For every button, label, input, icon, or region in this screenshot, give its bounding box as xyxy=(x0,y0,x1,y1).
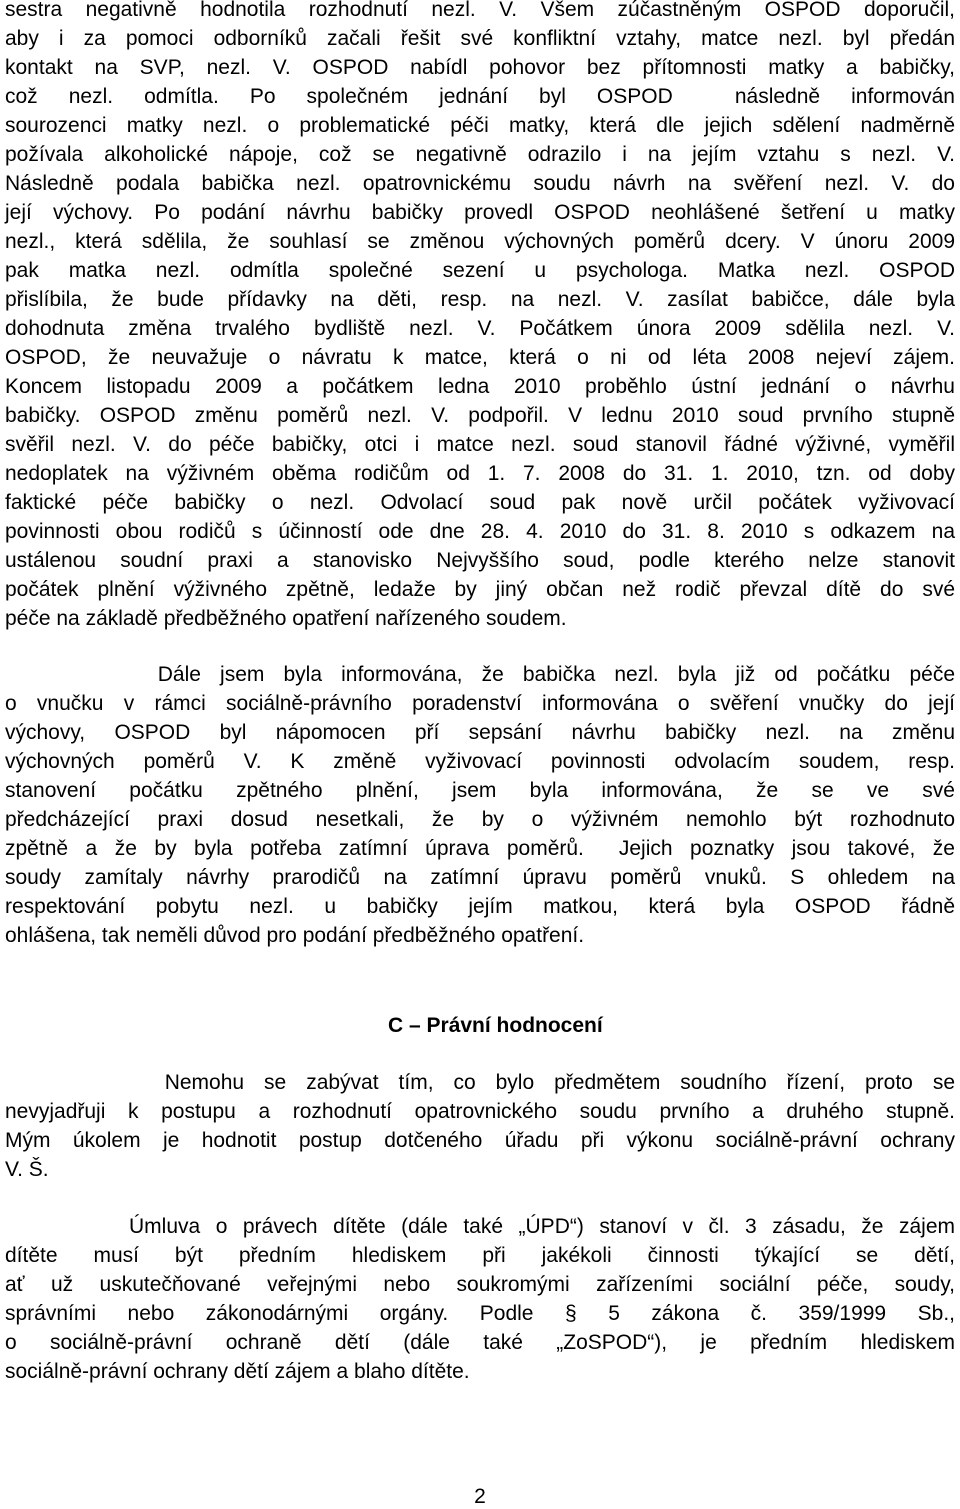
text-line: faktické péče babičky o nezl. Odvolací soud pak nově určil počátek vyživovací xyxy=(5,491,955,514)
text-line: požívala alkoholické nápoje, což se negativně odrazilo i na jejím vztahu s nezl. V. xyxy=(5,143,955,166)
text-line: výchovy, OSPOD byl nápomocen pří sepsání návrhu babičky nezl. na změnu xyxy=(5,721,955,744)
text-line: počátek plnění výživného zpětně, ledaže by jiný občan než rodič převzal dítě do své xyxy=(5,578,955,601)
text-line: což nezl. odmítla. Po společném jednání byl OSPOD následně informován xyxy=(5,85,955,108)
text-line: OSPOD, že neuvažuje o návratu k matce, která o ni od léta 2008 nejeví zájem. xyxy=(5,346,955,369)
text-line: stanovení počátku zpětného plnění, jsem byla informována, že se ve své xyxy=(5,779,955,802)
text-line: výchovných poměrů V. K změně vyživovací povinnosti odvolacím soudem, resp. xyxy=(5,750,955,773)
text-line: péče na základě předběžného opatření nařízeného soudem. xyxy=(5,607,567,630)
text-line: Mým úkolem je hodnotit postup dotčeného úřadu při výkonu sociálně-právní ochrany xyxy=(5,1129,955,1152)
text-line: sourozenci matky nezl. o problematické péči matky, která dle jejich sdělení nadměrně xyxy=(5,114,955,137)
text-line: ustálenou soudní praxi a stanovisko Nejvyššího soud, podle kterého nelze stanovit xyxy=(5,549,955,572)
text-line: sestra negativně hodnotila rozhodnutí nezl. V. Všem zúčastněným OSPOD doporučil, xyxy=(5,0,955,21)
text-line: ať už uskutečňované veřejnými nebo soukromými zařízeními sociální péče, soudy, xyxy=(5,1273,955,1296)
text-line: nedoplatek na výživném oběma rodičům od 1. 7. 2008 do 31. 1. 2010, tzn. od doby xyxy=(5,462,955,485)
text-line: Dále jsem byla informována, že babička nezl. byla již od počátku péče xyxy=(5,663,955,686)
text-line: správními nebo zákonodárnými orgány. Podle § 5 zákona č. 359/1999 Sb., xyxy=(5,1302,955,1325)
text-line: zpětně a že by byla potřeba zatímní úprava poměrů. Jejich poznatky jsou takové, že xyxy=(5,837,955,860)
text-line: aby i za pomoci odborníků začali řešit své konfliktní vztahy, matce nezl. byl předán xyxy=(5,27,955,50)
paragraph-convention xyxy=(5,1212,955,1386)
text-line: o vnučku v rámci sociálně-právního poradenství informována o svěření vnučky do její xyxy=(5,692,955,715)
text-line: její výchovy. Po podání návrhu babičky provedl OSPOD neohlášené šetření u matky xyxy=(5,201,955,224)
text-line: sociálně-právní ochrany dětí zájem a blaho dítěte. xyxy=(5,1360,470,1383)
text-line: Úmluva o právech dítěte (dále také „ÚPD“) stanoví v čl. 3 zásadu, že zájem xyxy=(5,1215,955,1238)
text-line: o sociálně-právní ochraně dětí (dále také „ZoSPOD“), je předním hlediskem xyxy=(5,1331,955,1354)
page-number: 2 xyxy=(474,1485,486,1508)
text-line: V. Š. xyxy=(5,1158,49,1181)
section-heading: C – Právní hodnocení xyxy=(388,1014,603,1037)
text-line: přislíbila, že bude přídavky na děti, resp. na nezl. V. zasílat babičce, dále byla xyxy=(5,288,955,311)
text-line: nezl., která sdělila, že souhlasí se změnou výchovných poměrů dcery. V únoru 2009 xyxy=(5,230,955,253)
text-line: pak matka nezl. odmítla společné sezení u psychologa. Matka nezl. OSPOD xyxy=(5,259,955,282)
paragraph-legal-scope xyxy=(5,1068,955,1184)
text-line: Koncem listopadu 2009 a počátkem ledna 2010 proběhlo ústní jednání o návrhu xyxy=(5,375,955,398)
text-line: respektování pobytu nezl. u babičky jejím matkou, která byla OSPOD řádně xyxy=(5,895,955,918)
text-line: povinnosti obou rodičů s účinností ode dne 28. 4. 2010 do 31. 8. 2010 s odkazem na xyxy=(5,520,955,543)
text-line: babičky. OSPOD změnu poměrů nezl. V. podpořil. V lednu 2010 soud prvního stupně xyxy=(5,404,955,427)
text-line: předcházející praxi dosud nesetkali, že by o výživném nemohlo být rozhodnuto xyxy=(5,808,955,831)
text-line: dítěte musí být předním hlediskem při jakékoli činnosti týkající se dětí, xyxy=(5,1244,955,1267)
paragraph-case-history xyxy=(5,0,955,633)
text-line: kontakt na SVP, nezl. V. OSPOD nabídl pohovor bez přítomnosti matky a babičky, xyxy=(5,56,955,79)
text-line: Nemohu se zabývat tím, co bylo předmětem soudního řízení, proto se xyxy=(5,1071,955,1094)
text-line: nevyjadřuji k postupu a rozhodnutí opatrovnického soudu prvního a druhého stupně. xyxy=(5,1100,955,1123)
text-line: soudy zamítaly návrhy prarodičů na zatímní úpravu poměrů vnuků. S ohledem na xyxy=(5,866,955,889)
text-line: Následně podala babička nezl. opatrovnickému soudu návrh na svěření nezl. V. do xyxy=(5,172,955,195)
text-line: dohodnuta změna trvalého bydliště nezl. V. Počátkem února 2009 sdělila nezl. V. xyxy=(5,317,955,340)
text-line: ohlášena, tak neměli důvod pro podání předběžného opatření. xyxy=(5,924,585,947)
paragraph-ospod-statement xyxy=(5,660,955,950)
text-line: svěřil nezl. V. do péče babičky, otci i matce nezl. soud stanovil řádné výživné, vyměřil xyxy=(5,433,955,456)
